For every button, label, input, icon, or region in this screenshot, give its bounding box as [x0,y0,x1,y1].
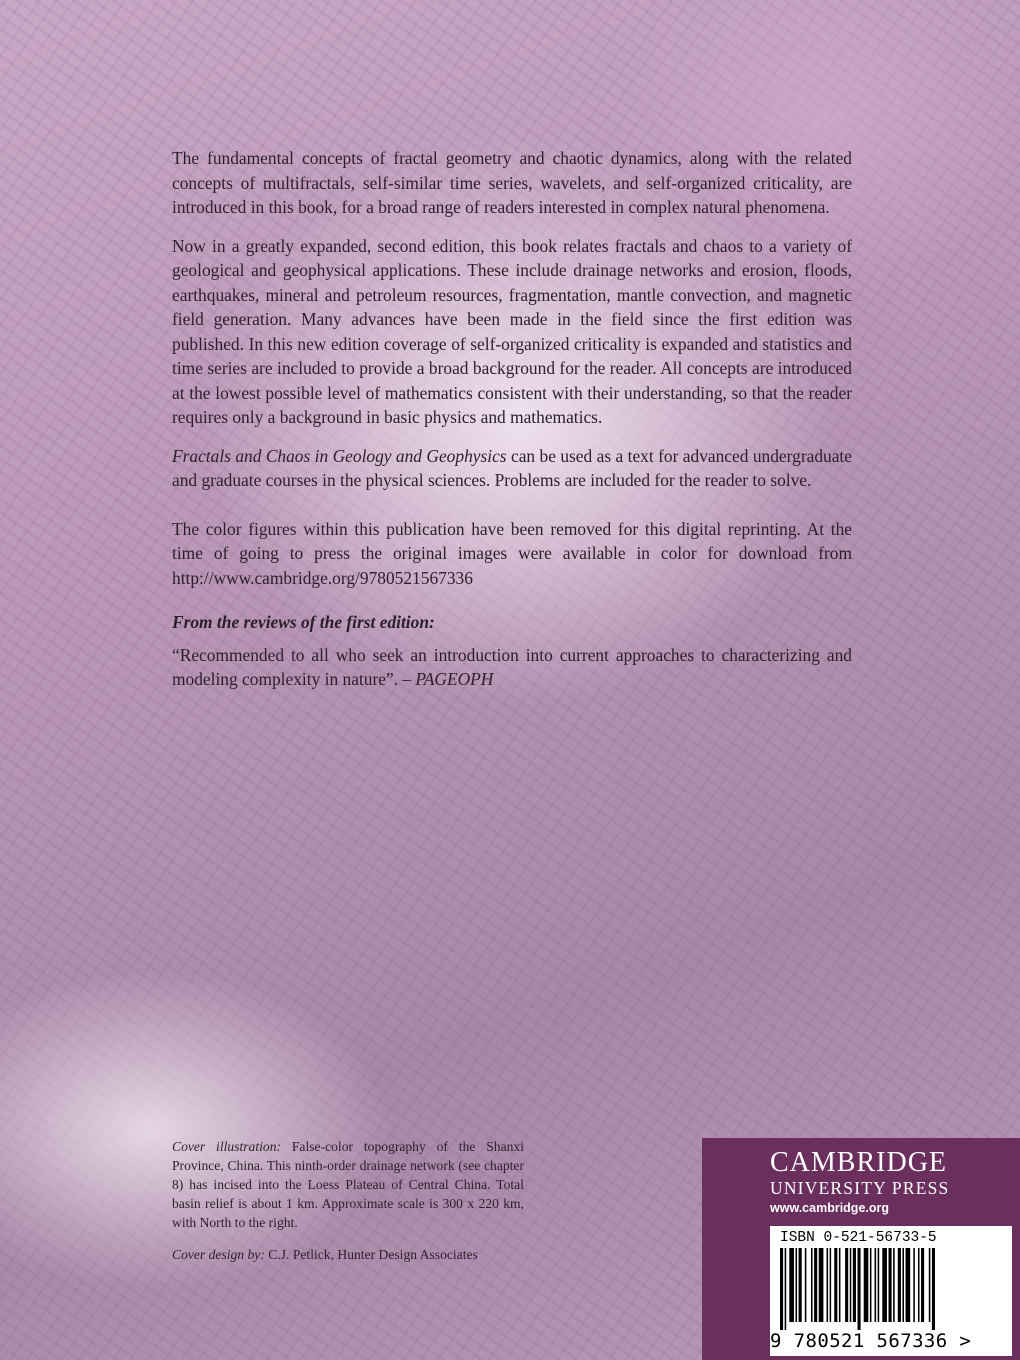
barcode-bar [864,1248,869,1322]
barcode-bar [913,1248,915,1322]
cover-credits [172,1137,524,1277]
isbn-number: ISBN 0-521-56733-5 [780,1230,937,1246]
barcode-bar [819,1248,824,1322]
publisher-subname: UNIVERSITY PRESS [770,1178,950,1198]
review-source: PAGEOPH [415,669,494,689]
publisher-logo [770,1148,990,1215]
barcode-bar [878,1248,880,1322]
description-paragraph-3 [172,444,852,493]
cover-design-text: C.J. Petlick, Hunter Design Associates [264,1247,478,1262]
barcode-bar [845,1248,848,1322]
barcode-bar [858,1248,861,1330]
barcode-bar [796,1248,798,1322]
barcode-bar [834,1248,837,1322]
cover-design-credit [172,1245,524,1264]
book-title-italic: Fractals and Chaos in Geology and Geophysics [172,445,507,466]
description-paragraph-3-text: can be used as a text for advanced undergraduate and graduate courses in the physical sciences. Problems are included for the reader to solve. [172,445,852,490]
description-paragraph-1: The fundamental concepts of fractal geometry and chaotic dynamics, along with the related concepts of multifractals, self-similar time series, wavelets, and self-organized criticality, are introduced in this book, for a broad range of readers interested in complex natural phenomena. [172,148,852,217]
barcode-panel [770,1226,1012,1356]
barcode-icon [776,1248,1006,1330]
barcode-bar [889,1248,892,1322]
barcode-bar [799,1248,802,1322]
barcode-bar [827,1248,829,1322]
barcode-bar [898,1248,901,1322]
barcode-bar [929,1248,931,1322]
barcode-bar [811,1248,813,1322]
review-quote-text: “Recommended to all who seek an introduction into current approaches to characterizing and modeling complexity in nature”. – [172,644,852,689]
book-description [172,146,852,706]
reviews-heading: From the reviews of the first edition: [172,612,435,632]
barcode-bar [906,1248,911,1322]
description-paragraph-2: Now in a greatly expanded, second edition, this book relates fractals and chaos to a variety of geological and geophysical applications. These include drainage networks and erosion, floods, earthquakes, mineral and petroleum resources, fragmentation, mantle convection, and magnetic field generation. Many advances have been made in the field since the first edition was published. In this new edition coverage of self-organized criticality is expanded and statistics and time series are included to provide a broad background for the reader. All concepts are introduced at the lowest possible level of mathematics consistent with their understanding, so that the reader requires only a background in basic physics and mathematics. [172,235,852,427]
publisher-url: www.cambridge.org [770,1201,890,1215]
barcode-bar [814,1248,817,1322]
barcode-bar [893,1248,895,1322]
cover-design-label: Cover design by: [172,1247,265,1262]
publisher-box [702,1138,1020,1360]
barcode-bar [789,1248,794,1322]
barcode-bar [875,1248,877,1322]
barcode-bar [780,1248,783,1330]
barcode-bar [918,1248,920,1322]
review-quote [172,643,852,692]
barcode-bar [830,1248,832,1322]
digital-reprint-note: The color figures within this publication have been removed for this digital reprinting. At the time of going to press the original images were available in color for download from http://www.cambridge.org/9780521567336 [172,518,852,588]
cover-illustration-text: False-color topography of the Shanxi Province, China. This ninth-order drainage network (see chapter 8) has incised into the Loess Plateau of Central China. Total basin relief is about 1 km. Approximate scale is 300 x 220 km, with North to the right. [172,1139,524,1230]
barcode-bar [853,1248,856,1322]
cover-illustration-credit [172,1137,524,1232]
barcode-digits: 9 780521 567336 > [770,1330,972,1352]
barcode-bar [805,1248,807,1322]
barcode-bar [921,1248,924,1322]
barcode-bar [870,1248,872,1322]
barcode-bar [902,1248,904,1322]
barcode-bar [932,1248,935,1330]
cover-illustration-label: Cover illustration: [172,1139,282,1154]
publisher-name: CAMBRIDGE [770,1147,948,1178]
barcode-bar [785,1248,787,1330]
barcode-bar [850,1248,852,1322]
barcode-bar [882,1248,887,1322]
barcode-bar [839,1248,841,1322]
